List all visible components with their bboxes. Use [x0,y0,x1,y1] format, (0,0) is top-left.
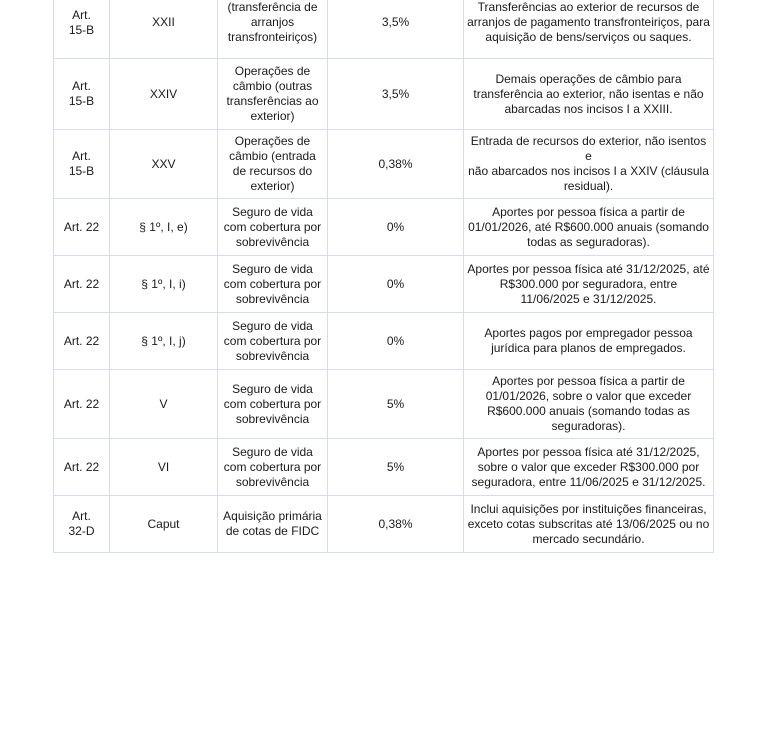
table-body [54,0,714,553]
notes-cell: Aportes por pessoa física até 31/12/2025, sobre o valor que exceder R$300.000 por seguradora, entre 11/06/2025 e 31/12/2025. [464,439,714,496]
rate-cell: 0,38% [328,130,464,199]
rate-cell: 5% [328,370,464,439]
clause-cell: V [110,370,218,439]
notes-cell: Aportes pagos por empregador pessoa jurídica para planos de empregados. [464,313,714,370]
rate-cell: 0% [328,199,464,256]
table-row [54,130,714,199]
clause-cell: § 1º, I, e) [110,199,218,256]
operation-cell: Seguro de vida com cobertura por sobrevivência [218,256,328,313]
clause-cell: XXIV [110,59,218,130]
article-cell: Art. 22 [54,199,110,256]
clause-cell: § 1º, I, j) [110,313,218,370]
article-cell: Art. 15-B [54,59,110,130]
notes-cell: Aportes por pessoa física a partir de 01/01/2026, sobre o valor que exceder R$600.000 anuais (somando todas as seguradoras). [464,370,714,439]
clause-cell: XXII [110,0,218,59]
table-row [54,370,714,439]
tax-rates-table [53,0,714,553]
clause-cell: XXV [110,130,218,199]
notes-cell: Entrada de recursos do exterior, não isentos e não abarcados nos incisos I a XXIV (cláusula residual). [464,130,714,199]
operation-cell: Operações de câmbio (entrada de recursos do exterior) [218,130,328,199]
notes-cell: Transferências ao exterior de recursos de arranjos de pagamento transfronteiriços, para aquisição de bens/serviços ou saques. [464,0,714,59]
clause-cell: § 1º, I, i) [110,256,218,313]
table-row [54,256,714,313]
rate-cell: 3,5% [328,0,464,59]
rate-cell: 5% [328,439,464,496]
clause-cell: VI [110,439,218,496]
table-row [54,439,714,496]
operation-cell: Aquisição primária de cotas de FIDC [218,496,328,553]
rate-cell: 0,38% [328,496,464,553]
operation-cell: Seguro de vida com cobertura por sobrevivência [218,313,328,370]
notes-cell: Demais operações de câmbio para transferência ao exterior, não isentas e não abarcadas nos incisos I a XXIII. [464,59,714,130]
operation-cell: Seguro de vida com cobertura por sobrevivência [218,199,328,256]
rate-cell: 3,5% [328,59,464,130]
table-row [54,199,714,256]
operation-cell: Operações de câmbio (outras transferências ao exterior) [218,59,328,130]
article-cell: Art. 32-D [54,496,110,553]
table-row [54,59,714,130]
article-cell: Art. 22 [54,439,110,496]
rate-cell: 0% [328,256,464,313]
clause-cell: Caput [110,496,218,553]
table-row [54,313,714,370]
article-cell: Art. 22 [54,313,110,370]
notes-cell: Aportes por pessoa física a partir de 01/01/2026, até R$600.000 anuais (somando todas as seguradoras). [464,199,714,256]
table-row [54,0,714,59]
operation-cell: Seguro de vida com cobertura por sobrevivência [218,439,328,496]
notes-cell: Inclui aquisições por instituições financeiras, exceto cotas subscritas até 13/06/2025 ou no mercado secundário. [464,496,714,553]
article-cell: Art. 15-B [54,0,110,59]
table-row [54,496,714,553]
notes-cell: Aportes por pessoa física até 31/12/2025, até R$300.000 por seguradora, entre 11/06/2025 e 31/12/2025. [464,256,714,313]
article-cell: Art. 22 [54,256,110,313]
rate-cell: 0% [328,313,464,370]
article-cell: Art. 22 [54,370,110,439]
operation-cell: (transferência de arranjos transfronteiriços) [218,0,328,59]
article-cell: Art. 15-B [54,130,110,199]
operation-cell: Seguro de vida com cobertura por sobrevivência [218,370,328,439]
